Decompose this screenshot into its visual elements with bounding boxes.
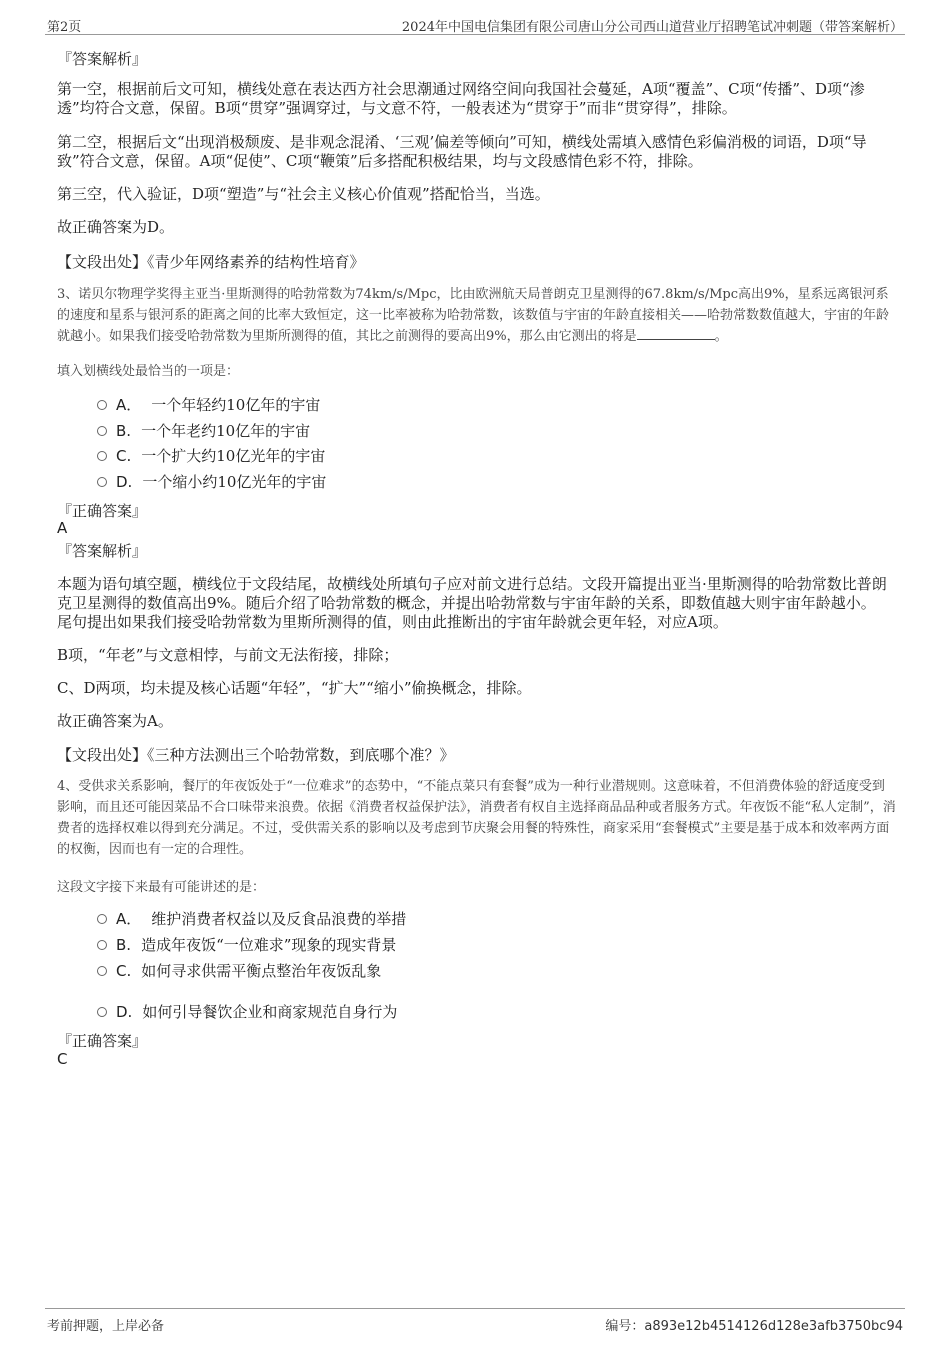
option-d[interactable] — [97, 1002, 397, 1022]
code-label: 编号： — [605, 1319, 645, 1334]
analysis-paragraph: C、D两项，均未提及核心话题“年轻”，“扩大”“缩小”偷换概念，排除。 — [57, 679, 532, 697]
option-b[interactable] — [97, 421, 310, 441]
option-letter: B. — [116, 422, 132, 440]
option-a[interactable] — [97, 395, 320, 415]
option-text: 一个缩小约10亿光年的宇宙 — [142, 473, 327, 491]
document-code — [605, 1315, 903, 1334]
analysis-paragraph: 本题为语句填空题，横线位于文段结尾，故横线处所填句子应对前文进行总结。文段开篇提出亚当·里斯测得的哈勃常数比普朗克卫星测得的数值高出9%。随后介绍了哈勃常数的概念，并提出哈勃常数与宇宙年龄的关系，即数值越大则宇宙年龄越小。尾句提出如果我们接受哈勃常数为里斯所测得的值，则由此推断出的宇宙年龄就会更年轻，对应A项。 — [57, 575, 887, 631]
analysis-paragraph: 第一空，根据前后文可知，横线处意在表达西方社会思潮通过网络空间向我国社会蔓延，A项“覆盖”、C项“传播”、D项“渗透”均符合文意，保留。B项“贯穿”强调穿过，与文意不符，一般表述为“贯穿于”而非“贯穿得”，排除。 — [57, 80, 865, 117]
option-letter: A． — [116, 910, 142, 928]
analysis-paragraph: 第二空，根据后文“出现消极颓废、是非观念混淆、‘三观’偏差等倾向”可知，横线处需填入感情色彩偏消极的词语，D项“导致”符合文意，保留。A项“促使”、C项“鞭策”后多搭配积极结果，均与文段感情色彩不符，排除。 — [57, 133, 867, 170]
answer-blank — [637, 326, 715, 340]
correct-answer-label: 『正确答案』 — [57, 502, 148, 520]
radio-button[interactable] — [97, 477, 107, 487]
option-c[interactable] — [97, 446, 325, 466]
option-text: 一个扩大约10亿光年的宇宙 — [141, 447, 326, 465]
page-header — [45, 14, 905, 35]
analysis-conclusion: 故正确答案为D。 — [57, 218, 175, 236]
question-prompt: 填入划横线处最恰当的一项是： — [57, 364, 240, 379]
option-letter: B. — [116, 936, 132, 954]
option-text: 一个年轻约10亿年的宇宙 — [151, 396, 321, 414]
question-text-end: 。 — [714, 329, 728, 344]
option-text: 造成年夜饭“一位难求”现象的现实背景 — [141, 936, 397, 954]
radio-button[interactable] — [97, 1007, 107, 1017]
analysis-paragraph: 第三空，代入验证，D项“塑造”与“社会主义核心价值观”搭配恰当，当选。 — [57, 185, 550, 203]
code-value: a893e12b4514126d128e3afb3750bc94 — [644, 1319, 903, 1334]
radio-button[interactable] — [97, 426, 107, 436]
analysis-paragraph: B项，“年老”与文意相悖，与前文无法衔接，排除； — [57, 646, 399, 664]
page-footer — [45, 1308, 905, 1333]
document-title: 2024年中国电信集团有限公司唐山分公司西山道营业厅招聘笔试冲刺题（带答案解析） — [401, 20, 903, 35]
radio-button[interactable] — [97, 400, 107, 410]
correct-answer: C — [57, 1050, 68, 1068]
footer-slogan: 考前押题，上岸必备 — [47, 1319, 165, 1334]
passage-source: 【文段出处】《青少年网络素养的结构性培育》 — [57, 253, 365, 271]
option-a[interactable] — [97, 909, 406, 929]
option-letter: D. — [116, 473, 133, 491]
correct-answer: A — [57, 519, 68, 537]
radio-button[interactable] — [97, 451, 107, 461]
option-letter: C. — [116, 962, 132, 980]
analysis-conclusion: 故正确答案为A。 — [57, 712, 173, 730]
option-c[interactable] — [97, 961, 381, 981]
option-text: 如何引导餐饮企业和商家规范自身行为 — [142, 1003, 398, 1021]
question-text: 3、诺贝尔物理学奖得主亚当·里斯测得的哈勃常数为74km/s/Mpc，比由欧洲航天局普朗克卫星测得的67.8km/s/Mpc高出9%，星系远离银河系的速度和星系与银河系的距离之间的比率大致恒定，这一比率被称为哈勃常数，该数值与宇宙的年龄直接相关——哈勃常数数值越大，宇宙的年龄就越小。如果我们接受哈勃常数为里斯所测得的值，其比之前测得的要高出9%，那么由它测出的将是 — [57, 287, 890, 344]
radio-button[interactable] — [97, 914, 107, 924]
question-prompt: 这段文字接下来最有可能讲述的是： — [57, 880, 266, 895]
passage-source: 【文段出处】《三种方法测出三个哈勃常数，到底哪个准？》 — [57, 746, 455, 764]
option-letter: A． — [116, 396, 142, 414]
radio-button[interactable] — [97, 940, 107, 950]
question-stem — [57, 284, 897, 347]
option-text: 一个年老约10亿年的宇宙 — [141, 422, 311, 440]
option-letter: D. — [116, 1003, 133, 1021]
radio-button[interactable] — [97, 966, 107, 976]
option-b[interactable] — [97, 935, 396, 955]
page-number: 第2页 — [47, 20, 82, 35]
correct-answer-label: 『正确答案』 — [57, 1032, 148, 1050]
question-stem: 4、受供求关系影响，餐厅的年夜饭处于“一位难求”的态势中，“不能点菜只有套餐”成为一种行业潜规则。这意味着，不但消费体验的舒适度受到影响，而且还可能因菜品不合口味带来浪费。依据《消费者权益保护法》，消费者有权自主选择商品品种或者服务方式。年夜饭不能“私人定制”，消费者的选择权难以得到充分满足。不过，受供需关系的影响以及考虑到节庆聚会用餐的特殊性，商家采用“套餐模式”主要是基于成本和效率两方面的权衡，因而也有一定的合理性。 — [57, 779, 896, 857]
option-text: 维护消费者权益以及反食品浪费的举措 — [151, 910, 407, 928]
analysis-label: 『答案解析』 — [57, 50, 148, 68]
option-d[interactable] — [97, 472, 326, 492]
option-text: 如何寻求供需平衡点整治年夜饭乱象 — [141, 962, 382, 980]
option-letter: C. — [116, 447, 132, 465]
analysis-label: 『答案解析』 — [57, 542, 148, 560]
